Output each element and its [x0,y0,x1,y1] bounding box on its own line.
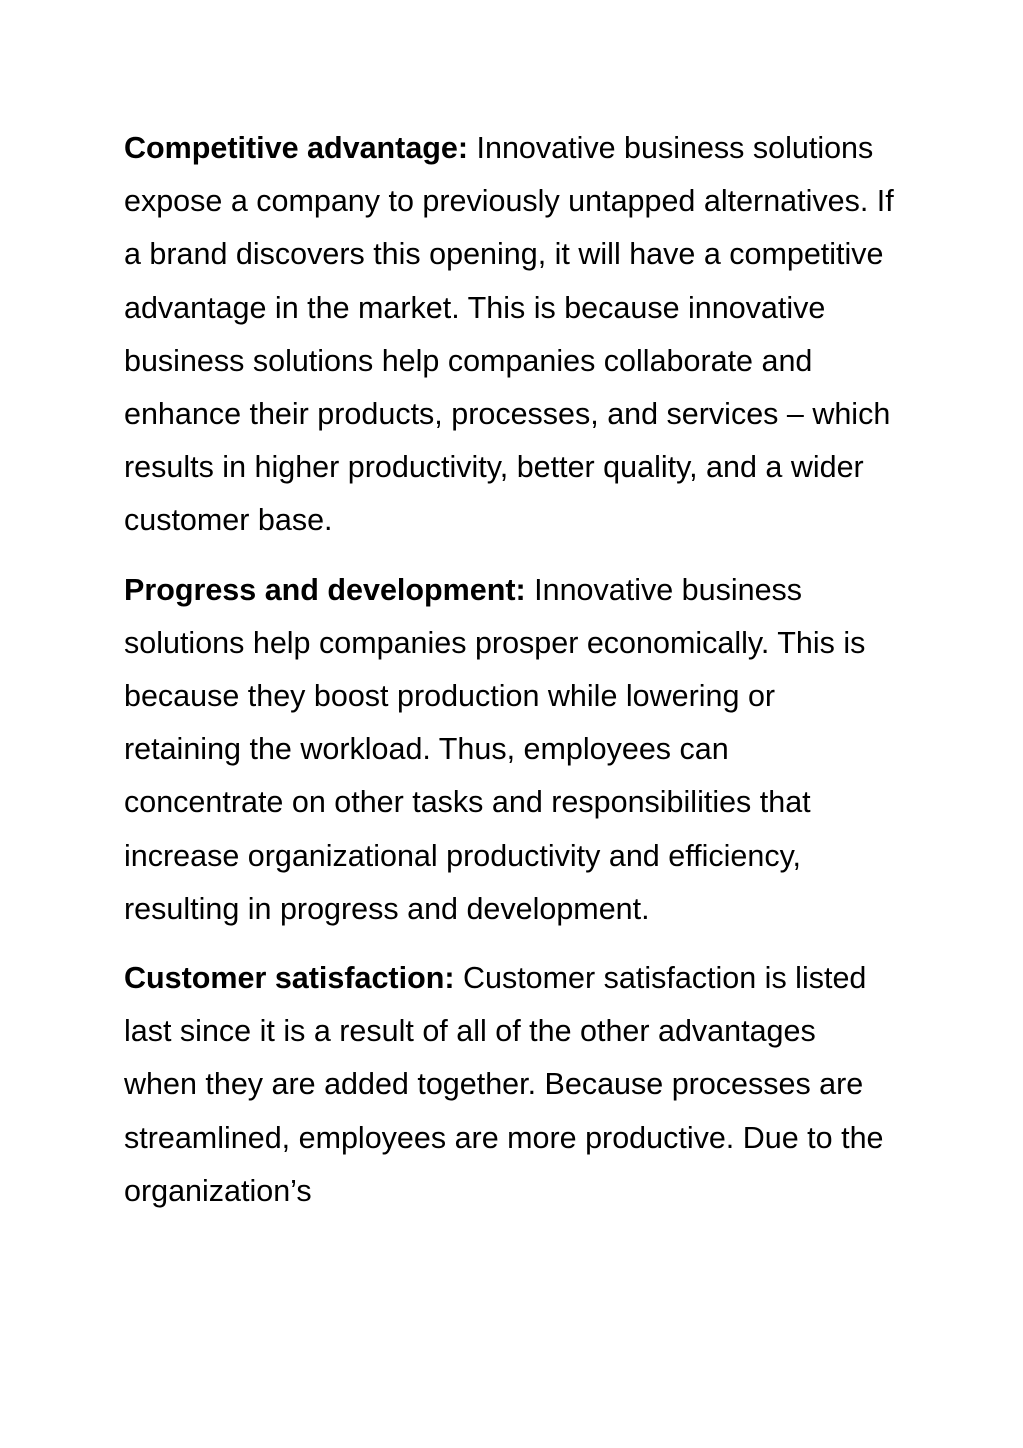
paragraph-body: Innovative business solutions help companies prosper economically. This is because they boost production while lowering or retaining the workload. Thus, employees can concentrate on other tasks and responsibilities that increase organizational productivity and efficiency, resulting in progress and development. [124,572,866,926]
paragraph-competitive-advantage [124,122,894,548]
document-page [124,122,894,1234]
paragraph-term: Progress and development: [124,572,526,607]
paragraph-term: Competitive advantage: [124,131,469,165]
paragraph-body: Customer satisfaction is listed last since it is a result of all of the other advantages when they are added together. Because processes are streamlined, employees are more productive. Due to the organization’s [124,961,884,1208]
paragraph-body: Innovative business solutions expose a company to previously untapped alternatives. If a brand discovers this opening, it will have a competitive advantage in the market. This is because innovative business solutions help companies collaborate and enhance their products, processes, and services – which results in higher productivity, better quality, and a wider customer base. [124,131,894,538]
paragraph-progress-and-development [124,564,894,936]
paragraph-term: Customer satisfaction: [124,961,455,996]
paragraph-customer-satisfaction [124,952,894,1218]
